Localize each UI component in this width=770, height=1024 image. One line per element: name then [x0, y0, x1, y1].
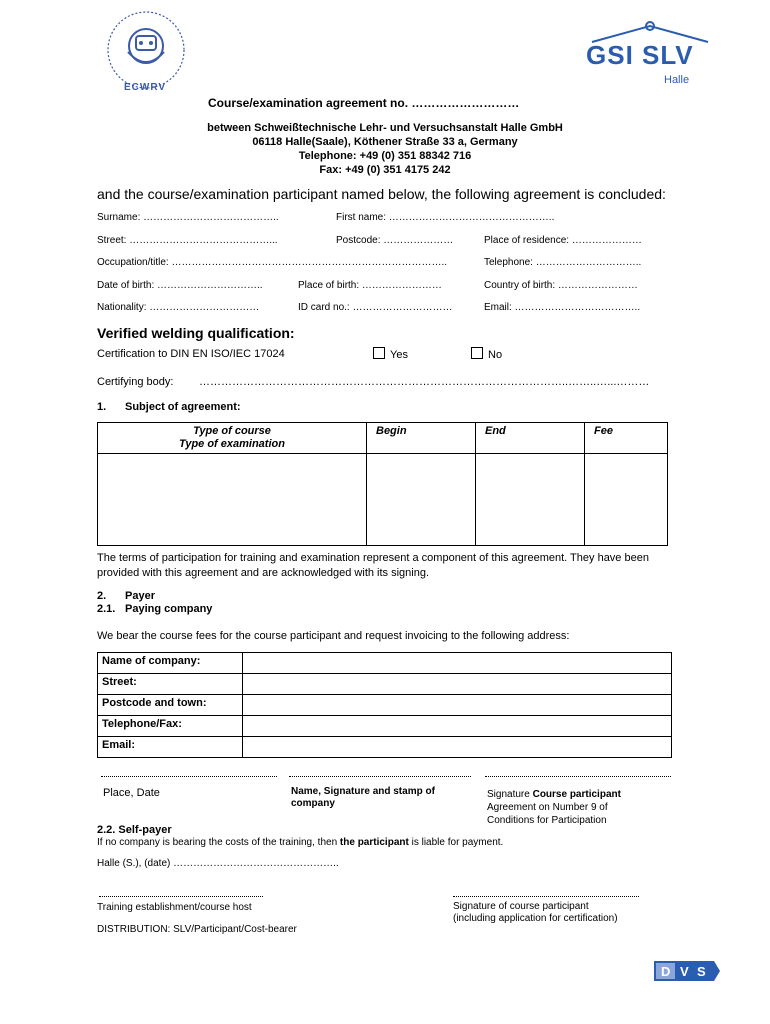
postcode-field[interactable]: Postcode: …………………: [336, 235, 454, 246]
gsi-slv-logo: [580, 12, 720, 92]
participant-signature-label: [487, 788, 621, 827]
id-card-field[interactable]: ID card no.: …………………………: [298, 302, 453, 313]
company-address-table: [97, 652, 672, 758]
yes-label: Yes: [390, 349, 408, 361]
fee-cell[interactable]: [585, 454, 668, 546]
certifying-body-label: Certifying body:: [97, 376, 174, 388]
col-type-course: Type of course: [193, 425, 271, 437]
company-signature-line[interactable]: [289, 776, 471, 777]
place-date-line[interactable]: [101, 776, 277, 777]
gsi-location: Halle: [664, 74, 690, 86]
company-email-label: Email:: [98, 737, 243, 758]
company-email-input[interactable]: [243, 737, 672, 758]
place-date-label: Place, Date: [103, 787, 160, 799]
dvs-logo: [654, 961, 720, 981]
halle-date-field[interactable]: Halle (S.), (date) …………………………………………..: [97, 858, 339, 869]
company-signature-label: Name, Signature and stamp of company: [291, 786, 435, 809]
ecwrv-logo: [98, 6, 194, 100]
date-of-birth-field[interactable]: Date of birth: …………………………..: [97, 280, 263, 291]
distribution-line: DISTRIBUTION: SLV/Participant/Cost-bearer: [97, 924, 297, 935]
gsi-wordmark: GSI SLV: [586, 40, 694, 70]
participant-signature-line2: Agreement on Number 9 of: [487, 802, 608, 813]
header-block: [130, 121, 640, 177]
occupation-field[interactable]: Occupation/title: ………………………………………………………………………..: [97, 257, 448, 268]
training-establishment-line[interactable]: [99, 896, 263, 897]
training-establishment-label: Training establishment/course host: [97, 902, 252, 913]
header-line-fax: Fax: +49 (0) 351 4175 242: [319, 164, 451, 176]
end-cell[interactable]: [476, 454, 585, 546]
svg-text:D: D: [661, 964, 671, 979]
surname-field[interactable]: Surname: …………………………………..: [97, 212, 279, 223]
company-name-input[interactable]: [243, 653, 672, 674]
company-name-label: Name of company:: [98, 653, 243, 674]
paying-company-heading: Paying company: [125, 603, 213, 615]
col-fee: Fee: [585, 423, 668, 454]
no-checkbox[interactable]: [471, 347, 483, 359]
country-of-birth-field[interactable]: Country of birth: ……………………: [484, 280, 638, 291]
company-telephone-label: Telephone/Fax:: [98, 716, 243, 737]
invoicing-request: We bear the course fees for the course participant and request invoicing to the following address:: [97, 630, 570, 642]
participant-signature-line3: Conditions for Participation: [487, 815, 607, 826]
svg-text:S: S: [697, 964, 706, 979]
section-2-1-number: 2.1.: [97, 603, 116, 615]
certifying-body-field[interactable]: ………………………………………………………………………………………..……..…...………: [199, 376, 650, 388]
participant-signature-line1: Signature Course participant: [487, 789, 621, 800]
self-payer-text: If no company is bearing the costs of the training, then the participant is liable for payment.: [97, 837, 504, 848]
place-of-birth-field[interactable]: Place of birth: ……………………: [298, 280, 442, 291]
col-end: End: [476, 423, 585, 454]
col-type-exam: Type of examination: [179, 438, 285, 450]
certification-label: Certification to DIN EN ISO/IEC 17024: [97, 348, 285, 360]
street-field[interactable]: Street: ……………………………………...: [97, 235, 278, 246]
begin-cell[interactable]: [367, 454, 476, 546]
subject-heading: Subject of agreement:: [125, 401, 241, 413]
telephone-field[interactable]: Telephone: …………………………..: [484, 257, 642, 268]
email-field[interactable]: Email: ………………………………..: [484, 302, 641, 313]
participant-sig-line[interactable]: [453, 896, 639, 897]
participant-sig-label: [453, 901, 618, 925]
yes-option[interactable]: [373, 347, 408, 361]
col-begin: Begin: [367, 423, 476, 454]
participant-sig-label-line2: (including application for certification): [453, 913, 618, 924]
company-telephone-input[interactable]: [243, 716, 672, 737]
section-1-number: 1.: [97, 401, 107, 413]
payer-heading: Payer: [125, 590, 155, 602]
section-2-number: 2.: [97, 590, 107, 602]
ecwrv-abbr: ECWRV: [124, 82, 167, 93]
header-line-telephone: Telephone: +49 (0) 351 88342 716: [298, 150, 472, 162]
place-of-residence-field[interactable]: Place of residence: …………………: [484, 235, 642, 246]
self-payer-heading: 2.2. Self-payer: [97, 824, 172, 836]
participant-sig-label-line1: Signature of course participant: [453, 901, 589, 912]
terms-text: The terms of participation for training and examination represent a component of this agreement. They have been provided with this agreement and are acknowledged with its signing.: [97, 552, 649, 579]
header-line-address: 06118 Halle(Saale), Köthener Straße 33 a, Germany: [252, 136, 518, 148]
subject-table: [97, 422, 668, 546]
yes-checkbox[interactable]: [373, 347, 385, 359]
qualification-heading: Verified welding qualification:: [97, 325, 295, 341]
company-street-label: Street:: [98, 674, 243, 695]
course-type-cell[interactable]: [98, 454, 367, 546]
nationality-field[interactable]: Nationality: ……………………………: [97, 302, 260, 313]
first-name-field[interactable]: First name: …………………………………………..: [336, 212, 555, 223]
company-postcode-input[interactable]: [243, 695, 672, 716]
intro-text: and the course/examination participant named below, the following agreement is concluded:: [97, 186, 666, 202]
company-postcode-label: Postcode and town:: [98, 695, 243, 716]
participant-signature-line[interactable]: [485, 776, 671, 777]
no-label: No: [488, 349, 503, 361]
svg-text:V: V: [680, 964, 689, 979]
no-option[interactable]: [471, 347, 502, 361]
header-line-company: between Schweißtechnische Lehr- und Versuchsanstalt Halle GmbH: [207, 122, 563, 134]
col-type: [98, 423, 367, 454]
company-street-input[interactable]: [243, 674, 672, 695]
agreement-title: Course/examination agreement no. ………………………: [208, 96, 520, 110]
